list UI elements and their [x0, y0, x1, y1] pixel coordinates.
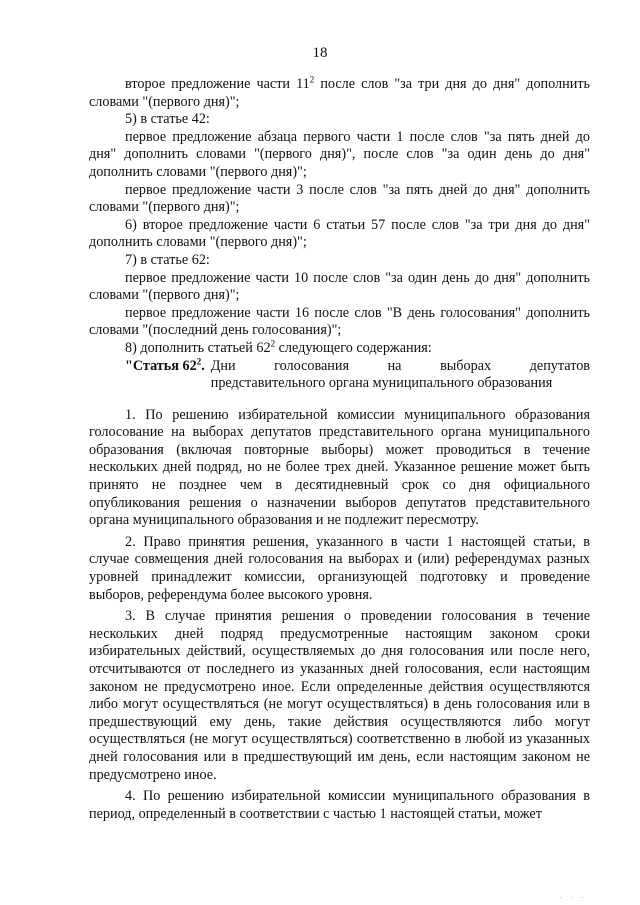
paragraph: первое предложение части 3 после слов "за пять дней до дня" дополнить словами "(первого дня)";: [89, 181, 590, 216]
paragraph: 5) в статье 42:: [125, 111, 210, 128]
paragraph: 7) в статье 62:: [125, 251, 210, 268]
paragraph: первое предложение части 10 после слов "за один день до дня" дополнить словами "(первого дня)";: [89, 269, 590, 304]
text-run: второе предложение части 11: [125, 76, 310, 92]
page-number: 18: [312, 45, 328, 61]
text-run: "Статья 62: [125, 357, 197, 374]
superscript: 2: [196, 355, 202, 366]
text-run: .: [201, 357, 205, 374]
article-title-line: представительного органа муниципального образования: [210, 375, 553, 392]
footer-mark: · · ·: [560, 894, 587, 902]
paragraph: [89, 76, 590, 111]
article-title-line: Дни голосования на выборах депутатов: [210, 357, 590, 374]
clause-paragraph: 1. По решению избирательной комиссии муниципального образования голосование на выборах депутатов представительного органа муниципального образования (включая повторные выборы) может проводиться в течение нескольких дней подряд, но не более трех дней. Указанное решение может быть принято не позднее чем в десятидневный срок со дня официального опубликования решения о назначении выборов депутатов представительного органа муниципального образования и не подлежит пересмотру.: [89, 406, 590, 529]
article-heading: [89, 355, 590, 393]
text-run: следующего содержания:: [275, 339, 432, 356]
clause-paragraph: 4. По решению избирательной комиссии муниципального образования в период, определенный в соответствии с частью 1 настоящей статьи, может: [89, 788, 590, 822]
article-title: [211, 358, 590, 393]
paragraph: первое предложение абзаца первого части 1 после слов "за пять дней до дня" дополнить словами "(первого дня)", после слов "за один день до дня" дополнить словами "(первого дня)";: [89, 128, 590, 180]
clause-paragraph: 3. В случае принятия решения о проведении голосования в течение нескольких дней подряд предусмотренные настоящим законом сроки избирательных действий, осуществляемых до дня голосования или после него, отсчитываются от последнего из указанных дней голосования, если настоящим законом не предусмотрено иное. Если определенные действия осуществляются либо могут осуществляться (не могут осуществляться) в день голосования или в предшествующий ему день, такие действия осуществляются либо могут осуществляться (не могут осуществляться) соответственно в любой из указанных дней голосования или в предшествующий им день, если настоящим законом не предусмотрено иное.: [89, 608, 590, 783]
paragraph: [89, 340, 590, 358]
paragraph: первое предложение части 16 после слов "В день голосования" дополнить словами "(последний день голосования)";: [89, 304, 590, 339]
paragraph: 6) второе предложение части 6 статьи 57 после слов "за три дня до дня" дополнить словами "(первого дня)";: [89, 216, 590, 251]
superscript: 2: [270, 338, 276, 349]
text-run: 8) дополнить статьей 62: [125, 339, 271, 356]
article-label: [89, 355, 211, 393]
document-body: [89, 76, 590, 823]
superscript: 2: [309, 74, 315, 85]
clause-paragraph: 2. Право принятия решения, указанного в части 1 настоящей статьи, в случае совмещения дней голосования на выборах и (или) референдумах разных уровней принадлежит комиссии, организующей подготовку и проведение выборов, референдума более высокого уровня.: [89, 533, 590, 603]
text-run: после слов "за три дня до дня" дополнить словами "(первого дня)";: [89, 76, 590, 110]
